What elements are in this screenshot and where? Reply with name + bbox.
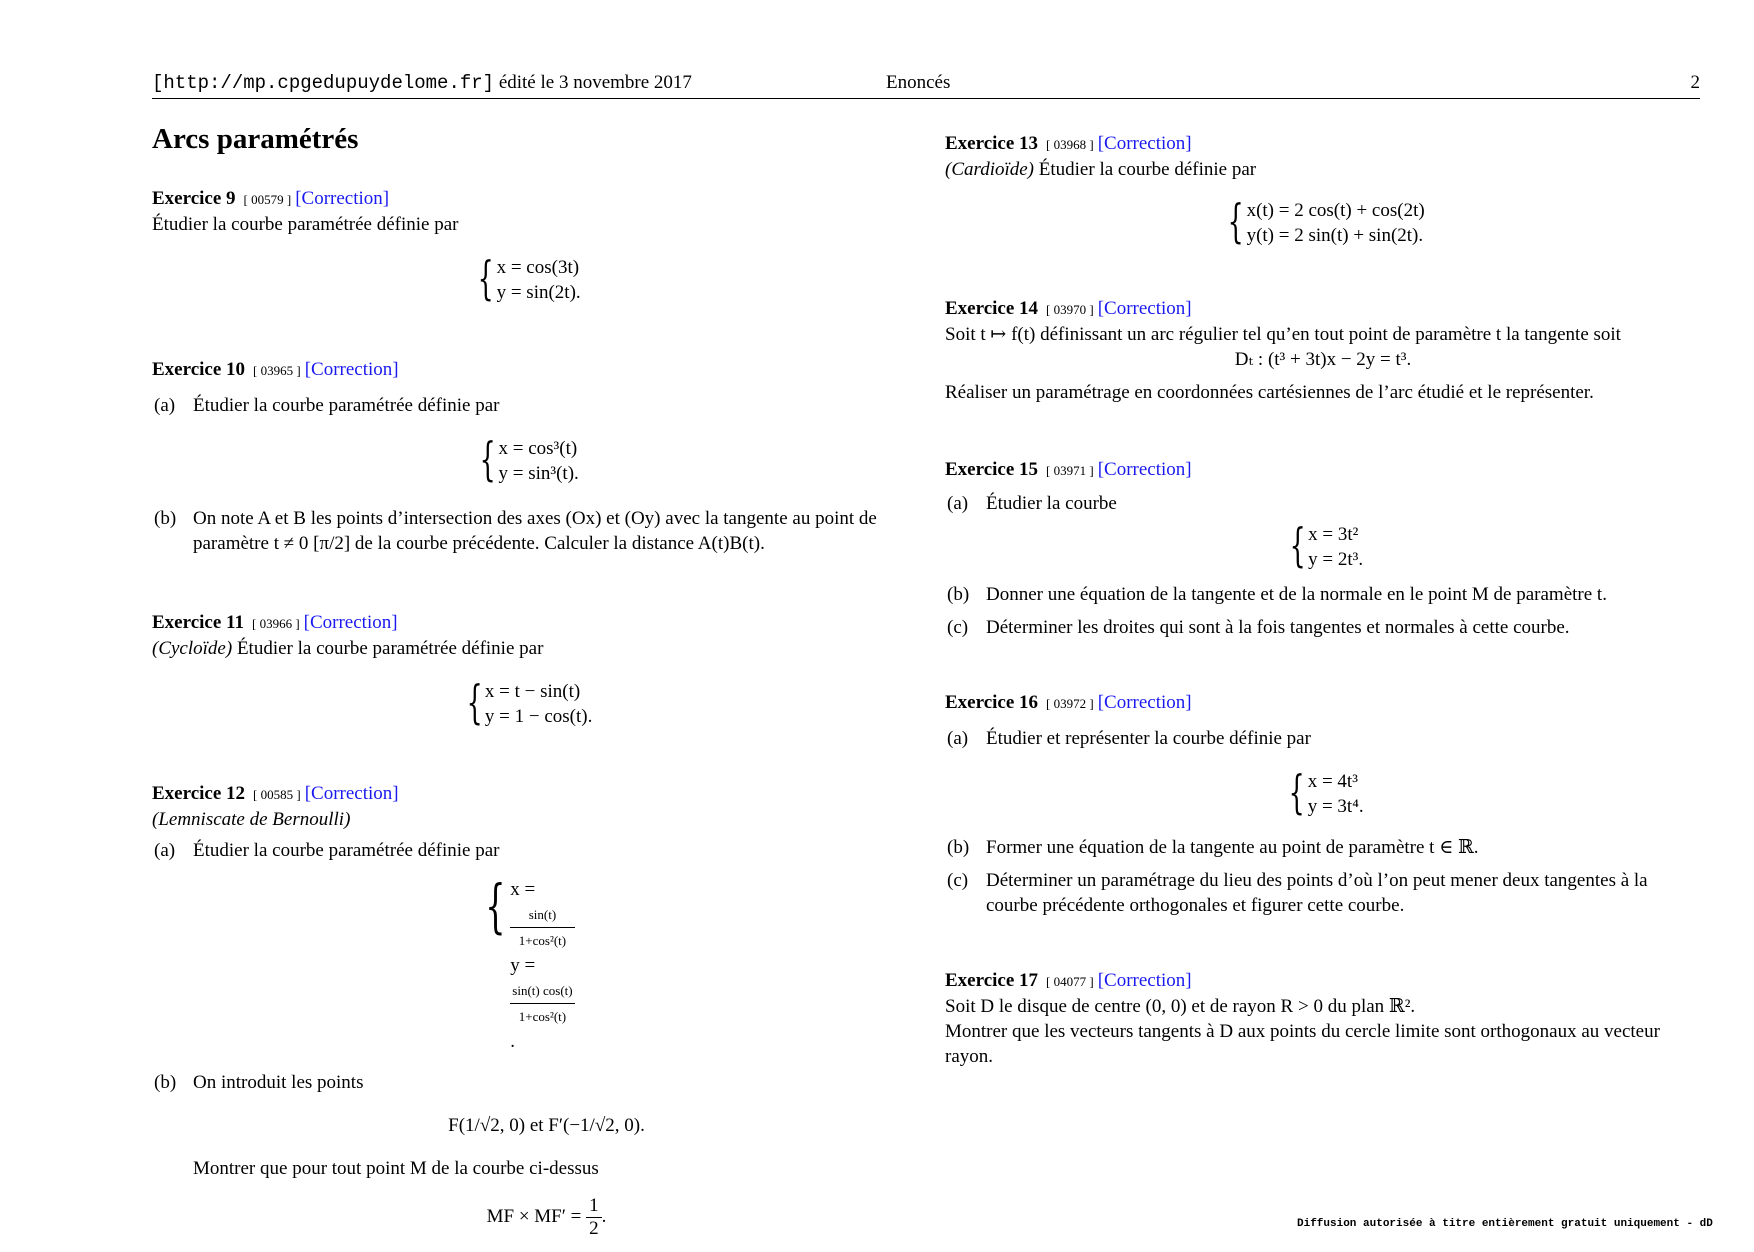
fraction-denominator: 1+cos²(t) xyxy=(518,933,567,948)
item-b xyxy=(945,582,1701,607)
exercise-id: [ 03970 ] xyxy=(1046,302,1094,317)
item-label: (a) xyxy=(154,840,176,861)
equation-y: y = sin(2t). xyxy=(496,282,581,303)
exercise-id: [ 03965 ] xyxy=(253,363,301,378)
equation-x: x = 4t³ xyxy=(1307,771,1358,792)
equation-x: x = cos³(t) xyxy=(498,438,578,459)
exercise-text-body: Étudier la courbe paramétrée définie par xyxy=(236,638,544,659)
item-a xyxy=(152,393,900,418)
fraction-denominator: 2 xyxy=(589,1218,599,1239)
item-label: (b) xyxy=(154,1072,177,1093)
item-b xyxy=(152,1070,900,1240)
brace: { xyxy=(477,251,495,305)
section-title: Arcs paramétrés xyxy=(152,123,359,155)
header-section: Enoncés xyxy=(886,72,951,93)
equation-y xyxy=(510,953,574,1054)
exercise-heading xyxy=(152,186,900,212)
equation-y: y = sin³(t). xyxy=(498,463,579,484)
curve-name: (Cardioïde) xyxy=(945,159,1035,180)
exercise-id: [ 00579 ] xyxy=(243,192,292,207)
brace: { xyxy=(485,872,506,940)
brace: { xyxy=(479,432,496,486)
item-label: (a) xyxy=(154,395,176,416)
exercise-heading xyxy=(945,457,1701,483)
equation-system xyxy=(152,432,900,486)
equation-x: x(t) = 2 cos(t) + cos(2t) xyxy=(1246,200,1425,221)
exercise-title: Exercice 10 xyxy=(152,359,246,380)
exercise-title: Exercice 13 xyxy=(945,133,1039,154)
curve-name: (Cycloïde) xyxy=(152,638,233,659)
equation-system xyxy=(152,872,900,1054)
correction-link[interactable]: [Correction] xyxy=(1097,459,1192,480)
exercise-title: Exercice 12 xyxy=(152,783,246,804)
tangent-equation: Dₜ : (t³ + 3t)x − 2y = t³. xyxy=(1234,349,1412,370)
exercise-text-2: Montrer que les vecteurs tangents à D aux points du cercle limite sont orthogonaux au vecteur rayon. xyxy=(945,1021,1660,1067)
exercise-heading xyxy=(945,690,1701,716)
exercise-heading xyxy=(152,781,900,807)
page-header xyxy=(152,70,1700,99)
item-text: Étudier la courbe xyxy=(986,493,1117,514)
equation-end: . xyxy=(510,1031,516,1052)
fraction-numerator: sin(t) xyxy=(510,902,574,928)
fraction xyxy=(510,902,574,953)
item-text: Étudier la courbe paramétrée définie par xyxy=(193,840,500,861)
item-text: Donner une équation de la tangente et de la normale en le point M de paramètre t. xyxy=(986,584,1607,605)
exercise-title: Exercice 14 xyxy=(945,298,1039,319)
correction-link[interactable]: [Correction] xyxy=(1097,970,1192,991)
equation-y: y = 1 − cos(t). xyxy=(484,706,593,727)
right-column xyxy=(945,131,1701,1069)
points-equation: F(1/√2, 0) et F′(−1/√2, 0). xyxy=(448,1115,645,1136)
item-c xyxy=(945,868,1701,918)
exercise-text: Soit D le disque de centre (0, 0) et de rayon R > 0 du plan ℝ². xyxy=(945,996,1416,1017)
equation-system xyxy=(152,251,900,305)
equation-y: y = 2t³. xyxy=(1308,549,1364,570)
product-equation xyxy=(193,1195,900,1240)
item-label: (a) xyxy=(947,728,969,749)
exercise-16 xyxy=(945,690,1701,918)
exercise-12 xyxy=(152,781,900,1240)
item-text: Étudier la courbe paramétrée définie par xyxy=(193,395,500,416)
header-url-line xyxy=(152,70,692,96)
equation-end: . xyxy=(601,1205,607,1227)
exercise-17 xyxy=(945,968,1701,1069)
fraction-denominator: 1+cos²(t) xyxy=(518,1009,567,1024)
exercise-14 xyxy=(945,296,1701,405)
exercise-id: [ 03972 ] xyxy=(1046,696,1094,711)
equation-x: x = cos(3t) xyxy=(496,257,580,278)
brace: { xyxy=(1227,194,1244,248)
brace: { xyxy=(466,675,483,729)
header-edited: édité le 3 novembre 2017 xyxy=(498,72,692,93)
fraction-half xyxy=(586,1195,602,1240)
fraction xyxy=(510,978,574,1029)
exercise-title: Exercice 15 xyxy=(945,459,1039,480)
equation-x: x = 3t² xyxy=(1308,524,1359,545)
item-b xyxy=(152,506,900,556)
item-text-2: Montrer que pour tout point M de la courbe ci-dessus xyxy=(193,1158,599,1179)
equation-system xyxy=(152,675,900,729)
item-text: Étudier et représenter la courbe définie par xyxy=(986,728,1311,749)
curve-name-text: (Lemniscate de Bernoulli) xyxy=(152,809,351,830)
exercise-text: Soit t ↦ f(t) définissant un arc régulier tel qu’en tout point de paramètre t la tangente soit xyxy=(945,324,1621,345)
exercise-text-body: Étudier la courbe définie par xyxy=(1038,159,1257,180)
brace: { xyxy=(1289,765,1306,819)
equation-y: y(t) = 2 sin(t) + sin(2t). xyxy=(1246,225,1424,246)
item-text: On note A et B les points d’intersection des axes (Ox) et (Oy) avec la tangente au point de paramètre t ≠ 0 [π/2] de la courbe précédente. Calculer la distance A(t)B(t). xyxy=(193,508,877,554)
exercise-text: Étudier la courbe paramétrée définie par xyxy=(152,214,459,235)
item-text: Déterminer un paramétrage du lieu des points d’où l’on peut mener deux tangentes à la courbe précédente orthogonales et figurer cette courbe. xyxy=(986,870,1648,916)
fraction-numerator: 1 xyxy=(586,1195,602,1218)
header-url[interactable]: [http://mp.cpgedupuydelome.fr] xyxy=(152,72,495,94)
equation-system xyxy=(945,194,1701,248)
exercise-heading xyxy=(152,610,900,636)
correction-link[interactable]: [Correction] xyxy=(304,359,399,380)
exercise-15 xyxy=(945,457,1701,640)
exercise-id: [ 03968 ] xyxy=(1046,137,1094,152)
equation-x-lhs: x = xyxy=(510,879,536,900)
exercise-heading xyxy=(945,131,1701,157)
equation-x: x = t − sin(t) xyxy=(484,681,581,702)
exercise-text xyxy=(945,157,1701,182)
exercise-title: Exercice 9 xyxy=(152,188,236,209)
item-label: (c) xyxy=(947,870,969,891)
exercise-heading xyxy=(945,968,1701,994)
correction-link[interactable]: [Correction] xyxy=(1097,298,1192,319)
exercise-9 xyxy=(152,186,900,305)
item-label: (c) xyxy=(947,617,969,638)
exercise-10 xyxy=(152,357,900,556)
fraction-numerator: sin(t) cos(t) xyxy=(510,978,574,1004)
item-label: (b) xyxy=(947,837,970,858)
exercise-id: [ 03971 ] xyxy=(1046,463,1094,478)
left-column xyxy=(152,120,900,1252)
equation-y-lhs: y = xyxy=(510,955,536,976)
exercise-11 xyxy=(152,610,900,729)
exercise-id: [ 00585 ] xyxy=(253,787,301,802)
item-c xyxy=(945,615,1701,640)
equation-system xyxy=(945,518,1701,572)
item-a xyxy=(152,838,900,863)
exercise-title: Exercice 11 xyxy=(152,612,244,633)
equation-x xyxy=(510,877,574,953)
page-footer: Diffusion autorisée à titre entièrement gratuit uniquement - dD xyxy=(1297,1218,1713,1230)
product-lhs: MF × MF′ = xyxy=(486,1205,582,1227)
exercise-title: Exercice 17 xyxy=(945,970,1039,991)
correction-link[interactable]: [Correction] xyxy=(295,188,390,209)
item-a xyxy=(945,726,1701,751)
item-a xyxy=(945,491,1701,516)
correction-link[interactable]: [Correction] xyxy=(304,783,399,804)
correction-link[interactable]: [Correction] xyxy=(303,612,398,633)
exercise-id: [ 03966 ] xyxy=(251,616,300,631)
equation-y: y = 3t⁴. xyxy=(1307,796,1364,817)
correction-link[interactable]: [Correction] xyxy=(1097,692,1192,713)
equation-system xyxy=(945,765,1701,819)
item-label: (b) xyxy=(947,584,970,605)
exercise-title: Exercice 16 xyxy=(945,692,1039,713)
exercise-id: [ 04077 ] xyxy=(1046,974,1094,989)
brace: { xyxy=(1289,518,1306,572)
curve-name xyxy=(152,807,900,832)
item-label: (a) xyxy=(947,493,969,514)
item-text: Former une équation de la tangente au point de paramètre t ∈ ℝ. xyxy=(986,837,1479,858)
item-text: Déterminer les droites qui sont à la fois tangentes et normales à cette courbe. xyxy=(986,617,1570,638)
exercise-13 xyxy=(945,131,1701,248)
page-number: 2 xyxy=(1690,72,1700,93)
exercise-heading xyxy=(945,296,1701,322)
item-label: (b) xyxy=(154,508,177,529)
exercise-text xyxy=(152,636,900,661)
exercise-heading xyxy=(152,357,900,383)
item-b xyxy=(945,835,1701,860)
item-text: On introduit les points xyxy=(193,1072,364,1093)
exercise-text-2: Réaliser un paramétrage en coordonnées cartésiennes de l’arc étudié et le représenter. xyxy=(945,382,1594,403)
correction-link[interactable]: [Correction] xyxy=(1097,133,1192,154)
